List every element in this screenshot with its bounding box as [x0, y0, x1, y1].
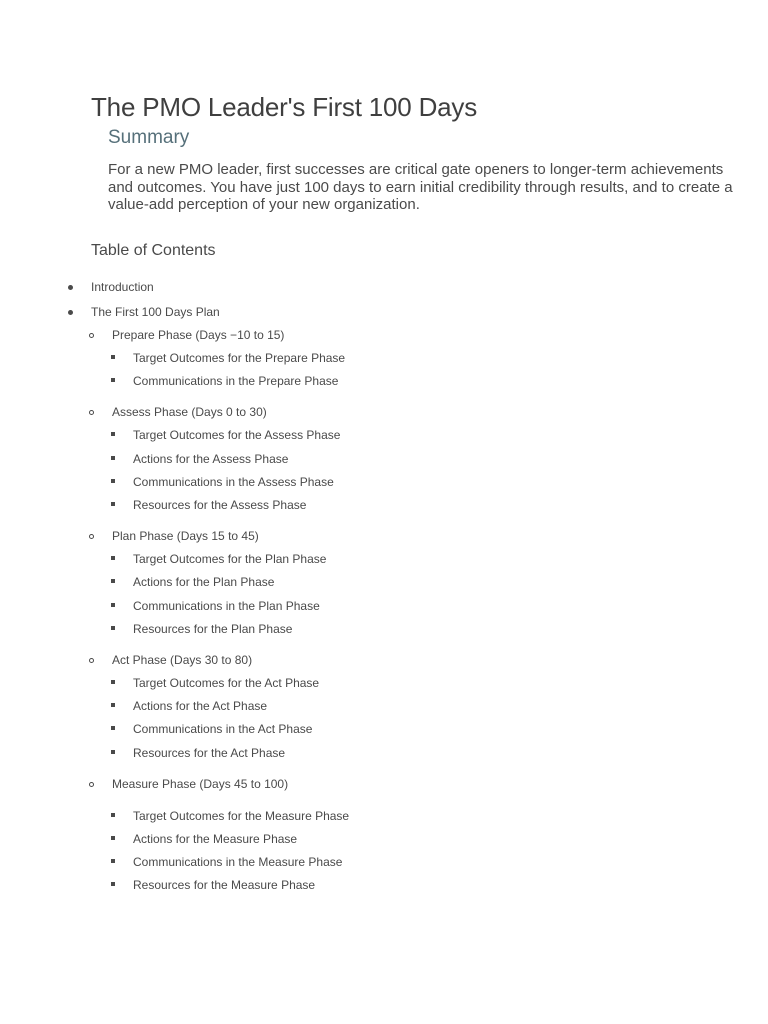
toc-subitem[interactable]: Actions for the Plan Phase — [133, 575, 275, 589]
disc-bullet-icon — [68, 285, 73, 290]
toc-item[interactable]: Introduction — [91, 280, 154, 294]
toc-heading: Table of Contents — [91, 242, 216, 259]
square-bullet-icon — [111, 836, 115, 840]
toc-phase-item[interactable]: Prepare Phase (Days −10 to 15) — [112, 328, 285, 342]
square-bullet-icon — [111, 378, 115, 382]
toc-subitem[interactable]: Communications in the Assess Phase — [133, 475, 334, 489]
toc-subitem[interactable]: Communications in the Measure Phase — [133, 855, 343, 869]
toc-item[interactable]: The First 100 Days Plan — [91, 305, 220, 319]
square-bullet-icon — [111, 456, 115, 460]
circle-bullet-icon — [89, 658, 94, 663]
disc-bullet-icon — [68, 310, 73, 315]
square-bullet-icon — [111, 680, 115, 684]
toc-subitem[interactable]: Communications in the Act Phase — [133, 722, 313, 736]
toc-subitem[interactable]: Resources for the Measure Phase — [133, 878, 316, 892]
square-bullet-icon — [111, 579, 115, 583]
square-bullet-icon — [111, 750, 115, 754]
toc-subitem[interactable]: Resources for the Plan Phase — [133, 622, 293, 636]
toc-subitem[interactable]: Communications in the Prepare Phase — [133, 374, 339, 388]
toc-subitem[interactable]: Target Outcomes for the Act Phase — [133, 676, 320, 690]
toc-phase-item[interactable]: Assess Phase (Days 0 to 30) — [112, 405, 267, 419]
circle-bullet-icon — [89, 782, 94, 787]
toc-subitem[interactable]: Communications in the Plan Phase — [133, 599, 320, 613]
square-bullet-icon — [111, 502, 115, 506]
toc-subitem[interactable]: Target Outcomes for the Assess Phase — [133, 428, 341, 442]
square-bullet-icon — [111, 726, 115, 730]
square-bullet-icon — [111, 813, 115, 817]
square-bullet-icon — [111, 603, 115, 607]
toc-phase-item[interactable]: Measure Phase (Days 45 to 100) — [112, 777, 289, 791]
document-title: The PMO Leader's First 100 Days — [91, 92, 478, 122]
toc-subitem[interactable]: Target Outcomes for the Measure Phase — [133, 809, 350, 823]
square-bullet-icon — [111, 626, 115, 630]
summary-heading: Summary — [108, 127, 190, 148]
square-bullet-icon — [111, 859, 115, 863]
square-bullet-icon — [111, 703, 115, 707]
square-bullet-icon — [111, 479, 115, 483]
toc-subitem[interactable]: Resources for the Assess Phase — [133, 498, 307, 512]
circle-bullet-icon — [89, 410, 94, 415]
toc-subitem[interactable]: Actions for the Assess Phase — [133, 452, 289, 466]
square-bullet-icon — [111, 556, 115, 560]
toc-subitem[interactable]: Actions for the Act Phase — [133, 699, 268, 713]
circle-bullet-icon — [89, 534, 94, 539]
summary-paragraph: For a new PMO leader, first successes are critical gate openers to longer-term achievements and outcomes. You have just 100 days to earn initial credibility through results, and to create a value-add perception of your new organization. — [108, 161, 733, 213]
toc-subitem[interactable]: Actions for the Measure Phase — [133, 832, 298, 846]
square-bullet-icon — [111, 432, 115, 436]
toc-subitem[interactable]: Resources for the Act Phase — [133, 746, 286, 760]
toc-phase-item[interactable]: Act Phase (Days 30 to 80) — [112, 653, 253, 667]
toc-phase-item[interactable]: Plan Phase (Days 15 to 45) — [112, 529, 259, 543]
toc-subitem[interactable]: Target Outcomes for the Prepare Phase — [133, 351, 346, 365]
toc-subitem[interactable]: Target Outcomes for the Plan Phase — [133, 552, 327, 566]
circle-bullet-icon — [89, 333, 94, 338]
square-bullet-icon — [111, 355, 115, 359]
square-bullet-icon — [111, 882, 115, 886]
